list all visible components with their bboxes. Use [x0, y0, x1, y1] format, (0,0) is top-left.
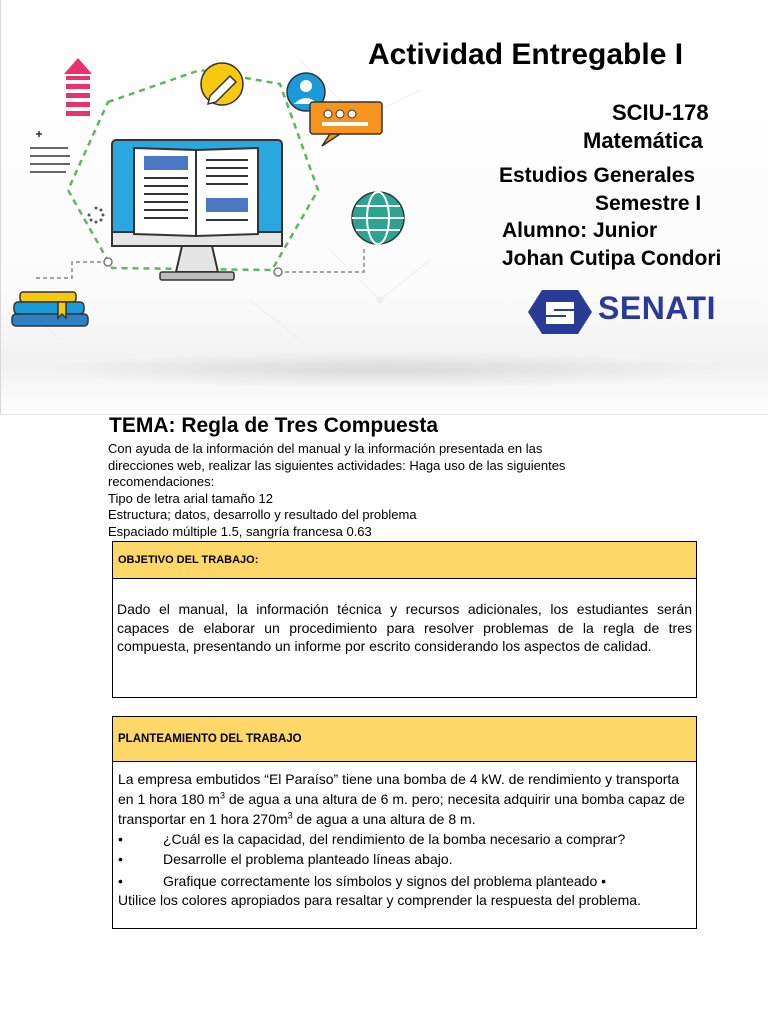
problem-statement-header: PLANTEAMIENTO DEL TRABAJO [113, 717, 696, 762]
loading-spinner-icon [88, 207, 105, 224]
list-item-continuation: Utilice los colores apropiados para resaltar y comprender la respuesta del problema. [118, 892, 641, 908]
chat-bubble-icon [310, 102, 382, 146]
subject-name: Matemática [583, 128, 703, 153]
text-lines-icon [30, 131, 70, 172]
list-item-text: ¿Cuál es la capacidad, del rendimiento de la bomba necesario a comprar? [163, 831, 626, 847]
list-item-text: Grafique correctamente los símbolos y signos del problema planteado • [163, 873, 607, 889]
course-code: SCIU-178 [612, 100, 709, 125]
objective-body: Dado el manual, la información técnica y recursos adicionales, los estudiantes serán capaces de elaborar un procedimiento para resolver problemas de la regla de tres compuesta, presentando un informe por escrito considerando los aspectos de calidad. [117, 601, 692, 654]
senati-logo-text: SENATI [598, 290, 716, 326]
bullet-icon: • [118, 873, 123, 889]
semester-label: Semestre I [595, 192, 702, 215]
instruction-line: direcciones web, realizar las siguientes actividades: Haga uso de las siguientes [108, 457, 566, 473]
problem-statement-box [112, 716, 697, 929]
bullet-icon: • [118, 831, 123, 847]
globe-icon [352, 192, 404, 244]
bullet-icon: • [118, 851, 123, 867]
list-item [118, 849, 692, 869]
problem-text-part: de agua a una altura de 8 m. [292, 811, 476, 827]
instructions-text [108, 441, 628, 540]
student-label: Alumno: Junior [502, 219, 658, 242]
cover-banner [0, 0, 768, 415]
pencil-icon [201, 63, 243, 105]
list-item [118, 829, 692, 849]
objective-box [112, 541, 697, 698]
problem-text-part: La empresa embutidos “El Paraíso” tiene una bomba de 4 kW. de rendimiento y transporta en 1 hora 180 m [118, 771, 680, 807]
objective-header: OBJETIVO DEL TRABAJO: [113, 542, 696, 579]
instruction-line: Con ayuda de la información del manual y la información presentada en las [108, 441, 543, 456]
problem-text-part: de agua a una altura de 6 m. pero; necesita adquirir una bomba capaz de transportar en 1 hora 270m [118, 791, 685, 827]
superscript: 3 [219, 790, 225, 801]
education-illustration [0, 40, 440, 360]
program-name: Estudios Generales [499, 164, 696, 187]
problem-statement-body [113, 762, 696, 909]
instruction-line: Estructura; datos, desarrollo y resultado del problema [108, 507, 417, 522]
open-book-icon [134, 148, 258, 236]
instruction-line: Tipo de letra arial tamaño 12 [108, 490, 274, 506]
list-item-text: Desarrolle el problema planteado líneas abajo. [163, 851, 453, 867]
cover-title: Actividad Entregable I [368, 38, 684, 71]
instruction-line: Espaciado múltiple 1.5, sangría francesa 0.63 [108, 523, 372, 539]
upload-arrow-icon [64, 58, 92, 116]
student-name: Johan Cutipa Condori [502, 247, 722, 270]
instruction-line: recomendaciones: [108, 474, 215, 489]
topic-heading: TEMA: Regla de Tres Compuesta [109, 414, 439, 437]
superscript: 3 [287, 810, 293, 821]
problem-paragraph [118, 769, 692, 829]
list-item [118, 871, 692, 891]
books-stack-icon [12, 292, 88, 326]
